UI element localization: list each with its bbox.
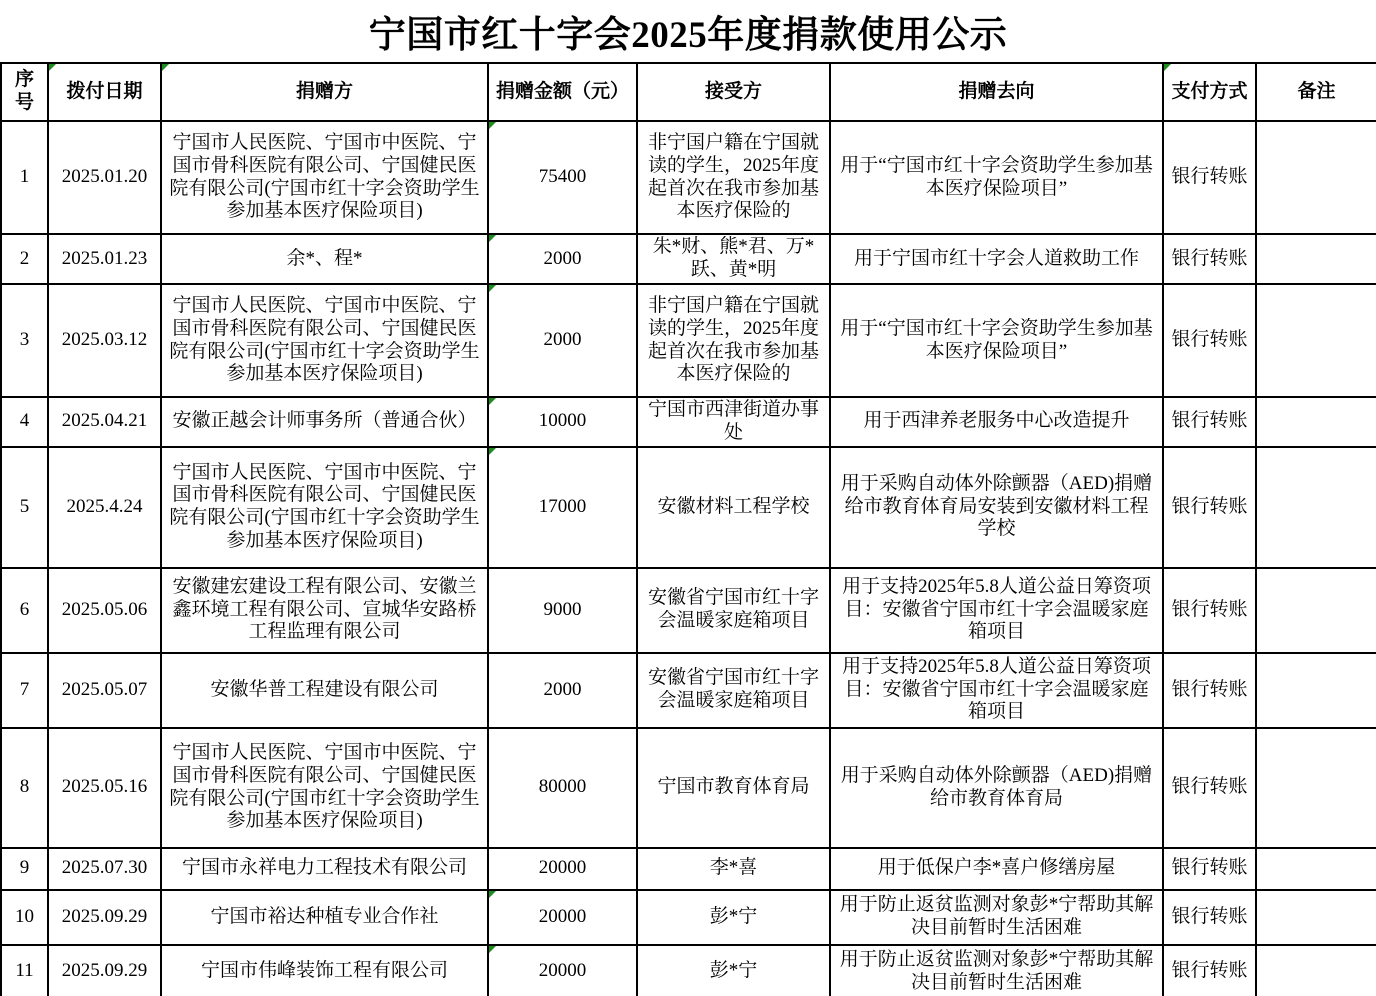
cell-seq: 10 <box>1 890 48 945</box>
cell-payment: 银行转账 <box>1163 890 1256 945</box>
green-triangle-icon <box>1164 64 1171 71</box>
cell-note <box>1256 653 1376 728</box>
cell-recipient: 安徽省宁国市红十字会温暖家庭箱项目 <box>637 568 830 653</box>
cell-amount: 17000 <box>488 447 637 568</box>
column-header-amount: 捐赠金额（元） <box>488 63 637 121</box>
cell-donor: 宁国市人民医院、宁国市中医院、宁国市骨科医院有限公司、宁国健民医院有限公司(宁国市红十字会资助学生参加基本医疗保险项目) <box>161 728 488 848</box>
cell-donor: 宁国市裕达种植专业合作社 <box>161 890 488 945</box>
table-row <box>1 397 1376 447</box>
cell-purpose: 用于采购自动体外除颤器（AED)捐赠给市教育体育局 <box>830 728 1163 848</box>
green-triangle-icon <box>489 946 496 953</box>
table-row <box>1 234 1376 284</box>
cell-note <box>1256 890 1376 945</box>
cell-seq: 7 <box>1 653 48 728</box>
table-row <box>1 447 1376 568</box>
cell-date: 2025.4.24 <box>48 447 161 568</box>
cell-note <box>1256 945 1376 996</box>
cell-note <box>1256 234 1376 284</box>
table-row <box>1 890 1376 945</box>
cell-seq: 6 <box>1 568 48 653</box>
cell-donor: 宁国市人民医院、宁国市中医院、宁国市骨科医院有限公司、宁国健民医院有限公司(宁国市红十字会资助学生参加基本医疗保险项目) <box>161 121 488 234</box>
cell-recipient: 彭*宁 <box>637 945 830 996</box>
green-triangle-icon <box>489 891 496 898</box>
cell-note <box>1256 728 1376 848</box>
cell-date: 2025.09.29 <box>48 890 161 945</box>
cell-seq: 1 <box>1 121 48 234</box>
green-triangle-icon <box>489 448 496 455</box>
cell-payment: 银行转账 <box>1163 121 1256 234</box>
cell-date: 2025.01.20 <box>48 121 161 234</box>
cell-purpose: 用于采购自动体外除颤器（AED)捐赠给市教育体育局安装到安徽材料工程学校 <box>830 447 1163 568</box>
cell-payment: 银行转账 <box>1163 945 1256 996</box>
cell-donor: 宁国市伟峰装饰工程有限公司 <box>161 945 488 996</box>
cell-note <box>1256 397 1376 447</box>
cell-date: 2025.03.12 <box>48 284 161 397</box>
cell-note <box>1256 447 1376 568</box>
green-triangle-icon <box>489 398 496 405</box>
page-title: 宁国市红十字会2025年度捐款使用公示 <box>368 15 1008 56</box>
cell-payment: 银行转账 <box>1163 447 1256 568</box>
cell-amount: 80000 <box>488 728 637 848</box>
cell-purpose: 用于支持2025年5.8人道公益日筹资项目：安徽省宁国市红十字会温暖家庭箱项目 <box>830 568 1163 653</box>
cell-purpose: 用于防止返贫监测对象彭*宁帮助其解决目前暂时生活困难 <box>830 890 1163 945</box>
cell-recipient: 宁国市教育体育局 <box>637 728 830 848</box>
cell-seq: 5 <box>1 447 48 568</box>
cell-date: 2025.04.21 <box>48 397 161 447</box>
cell-payment: 银行转账 <box>1163 653 1256 728</box>
cell-purpose: 用于低保户李*喜户修缮房屋 <box>830 848 1163 890</box>
cell-donor: 宁国市永祥电力工程技术有限公司 <box>161 848 488 890</box>
cell-recipient: 非宁国户籍在宁国就读的学生，2025年度起首次在我市参加基本医疗保险的 <box>637 121 830 234</box>
cell-purpose: 用于支持2025年5.8人道公益日筹资项目：安徽省宁国市红十字会温暖家庭箱项目 <box>830 653 1163 728</box>
cell-date: 2025.07.30 <box>48 848 161 890</box>
cell-donor: 安徽华普工程建设有限公司 <box>161 653 488 728</box>
cell-donor: 安徽正越会计师事务所（普通合伙） <box>161 397 488 447</box>
cell-amount: 2000 <box>488 653 637 728</box>
cell-recipient: 朱*财、熊*君、万*跃、黄*明 <box>637 234 830 284</box>
cell-date: 2025.01.23 <box>48 234 161 284</box>
table-row <box>1 568 1376 653</box>
cell-purpose: 用于“宁国市红十字会资助学生参加基本医疗保险项目” <box>830 284 1163 397</box>
cell-purpose: 用于防止返贫监测对象彭*宁帮助其解决目前暂时生活困难 <box>830 945 1163 996</box>
cell-note <box>1256 121 1376 234</box>
cell-payment: 银行转账 <box>1163 397 1256 447</box>
cell-seq: 4 <box>1 397 48 447</box>
cell-date: 2025.05.07 <box>48 653 161 728</box>
cell-donor: 余*、程* <box>161 234 488 284</box>
cell-amount: 2000 <box>488 284 637 397</box>
cell-recipient: 安徽省宁国市红十字会温暖家庭箱项目 <box>637 653 830 728</box>
cell-payment: 银行转账 <box>1163 234 1256 284</box>
column-header-recipient: 接受方 <box>637 63 830 121</box>
table-row <box>1 121 1376 234</box>
cell-donor: 安徽建宏建设工程有限公司、安徽兰鑫环境工程有限公司、宣城华安路桥工程监理有限公司 <box>161 568 488 653</box>
cell-date: 2025.05.16 <box>48 728 161 848</box>
cell-date: 2025.05.06 <box>48 568 161 653</box>
cell-amount: 2000 <box>488 234 637 284</box>
table-row <box>1 728 1376 848</box>
cell-donor: 宁国市人民医院、宁国市中医院、宁国市骨科医院有限公司、宁国健民医院有限公司(宁国市红十字会资助学生参加基本医疗保险项目) <box>161 284 488 397</box>
cell-seq: 11 <box>1 945 48 996</box>
cell-payment: 银行转账 <box>1163 728 1256 848</box>
cell-recipient: 李*喜 <box>637 848 830 890</box>
cell-amount: 20000 <box>488 848 637 890</box>
cell-purpose: 用于西津养老服务中心改造提升 <box>830 397 1163 447</box>
cell-note <box>1256 848 1376 890</box>
cell-note <box>1256 284 1376 397</box>
column-header-payment: 支付方式 <box>1163 63 1256 121</box>
cell-payment: 银行转账 <box>1163 568 1256 653</box>
cell-payment: 银行转账 <box>1163 284 1256 397</box>
cell-amount: 75400 <box>488 121 637 234</box>
table-row <box>1 284 1376 397</box>
cell-payment: 银行转账 <box>1163 848 1256 890</box>
cell-seq: 2 <box>1 234 48 284</box>
cell-purpose: 用于宁国市红十字会人道救助工作 <box>830 234 1163 284</box>
green-triangle-icon <box>489 122 496 129</box>
cell-seq: 9 <box>1 848 48 890</box>
table-header-row <box>1 63 1376 121</box>
cell-recipient: 安徽材料工程学校 <box>637 447 830 568</box>
table-row <box>1 848 1376 890</box>
cell-recipient: 彭*宁 <box>637 890 830 945</box>
cell-donor: 宁国市人民医院、宁国市中医院、宁国市骨科医院有限公司、宁国健民医院有限公司(宁国市红十字会资助学生参加基本医疗保险项目) <box>161 447 488 568</box>
table-row <box>1 653 1376 728</box>
cell-seq: 3 <box>1 284 48 397</box>
donation-table <box>0 62 1376 996</box>
green-triangle-icon <box>49 64 56 71</box>
table-row <box>1 945 1376 996</box>
column-header-note: 备注 <box>1256 63 1376 121</box>
column-header-donor: 捐赠方 <box>161 63 488 121</box>
column-header-date: 拨付日期 <box>48 63 161 121</box>
green-triangle-icon <box>162 64 169 71</box>
column-header-seq: 序号 <box>1 63 48 121</box>
cell-recipient: 非宁国户籍在宁国就读的学生，2025年度起首次在我市参加基本医疗保险的 <box>637 284 830 397</box>
cell-seq: 8 <box>1 728 48 848</box>
cell-amount: 10000 <box>488 397 637 447</box>
column-header-purpose: 捐赠去向 <box>830 63 1163 121</box>
cell-date: 2025.09.29 <box>48 945 161 996</box>
cell-amount: 9000 <box>488 568 637 653</box>
cell-amount: 20000 <box>488 945 637 996</box>
cell-recipient: 宁国市西津街道办事处 <box>637 397 830 447</box>
green-triangle-icon <box>489 285 496 292</box>
cell-purpose: 用于“宁国市红十字会资助学生参加基本医疗保险项目” <box>830 121 1163 234</box>
cell-note <box>1256 568 1376 653</box>
cell-amount: 20000 <box>488 890 637 945</box>
green-triangle-icon <box>489 235 496 242</box>
